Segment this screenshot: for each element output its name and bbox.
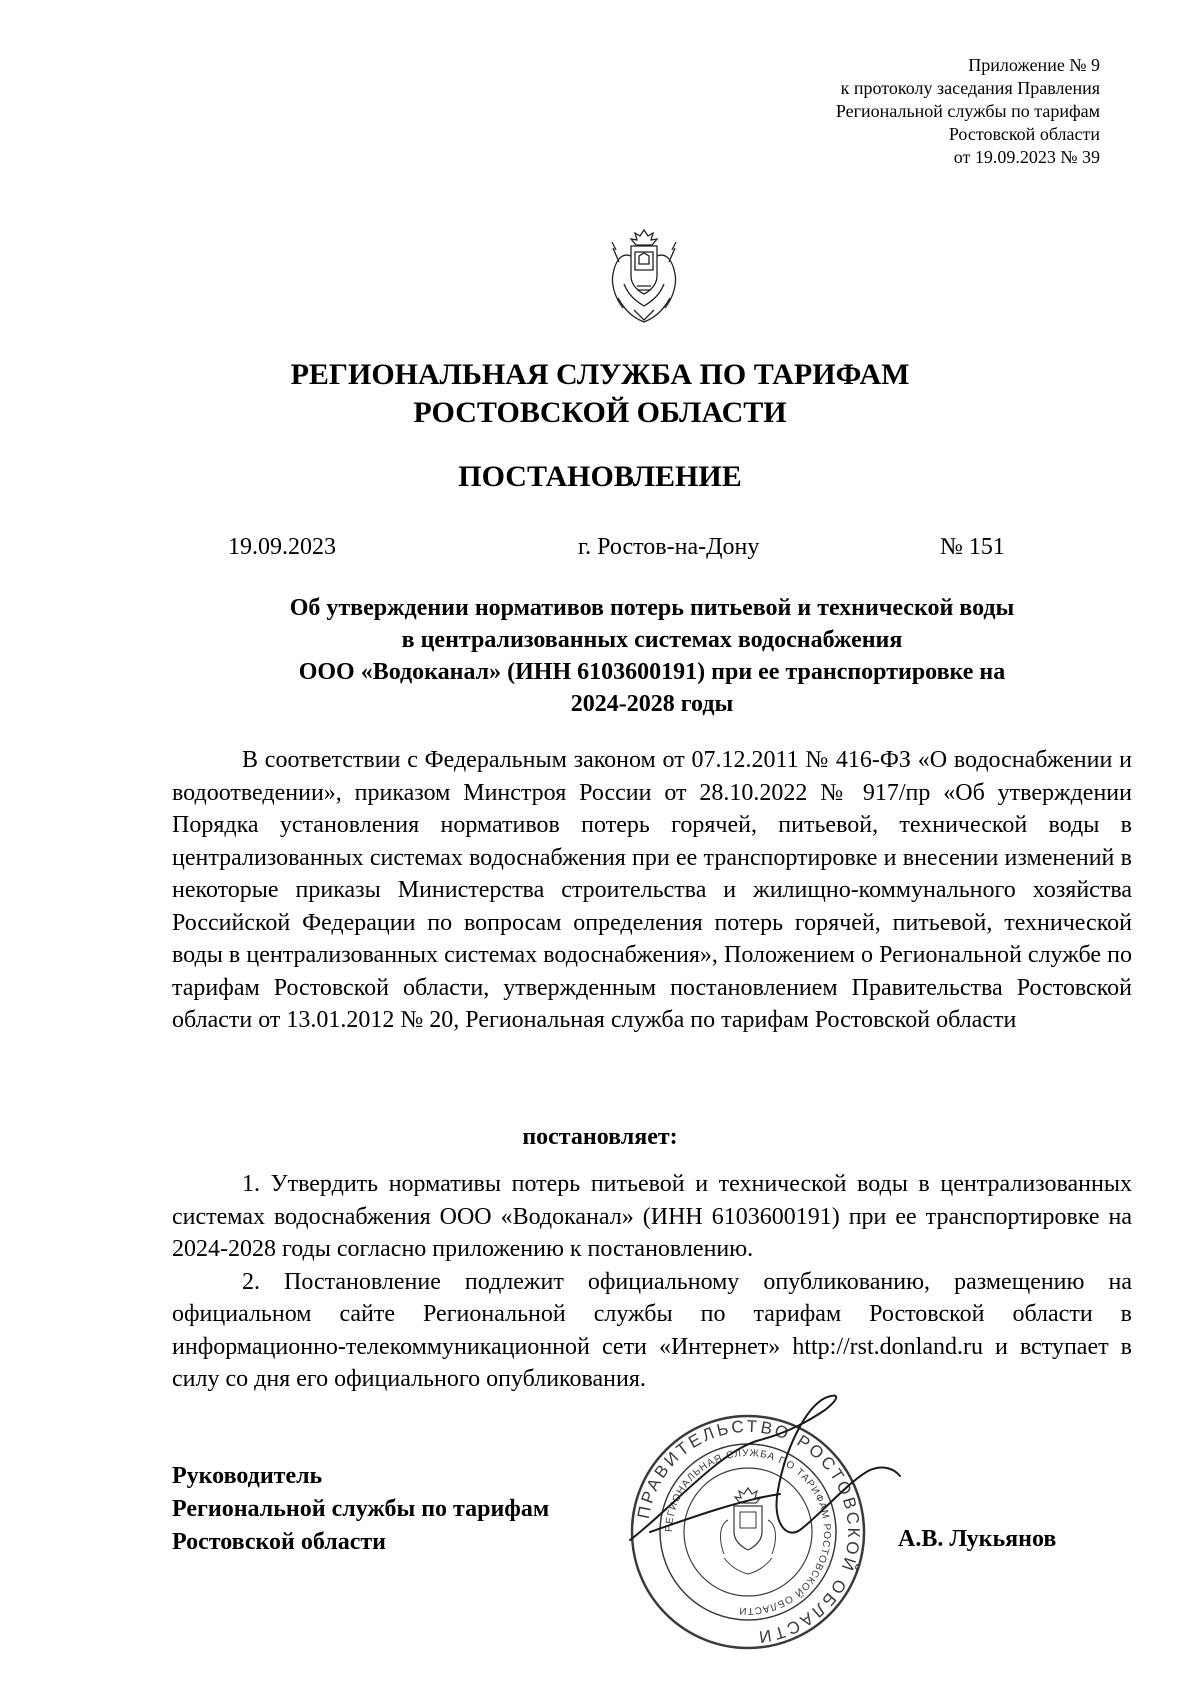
organization-title-line: РЕГИОНАЛЬНАЯ СЛУЖБА ПО ТАРИФАМ xyxy=(290,358,910,391)
resolution-items xyxy=(172,1168,1132,1396)
appendix-line: Приложение № 9 xyxy=(968,55,1100,75)
document-type: ПОСТАНОВЛЕНИЕ xyxy=(458,460,742,493)
signatory-title-line: Ростовской области xyxy=(172,1529,386,1555)
subject-line: в централизованных системах водоснабжения xyxy=(401,627,903,653)
appendix-line: Региональной службы по тарифам xyxy=(835,101,1100,121)
coat-of-arms-icon xyxy=(604,226,684,328)
signatory-title-line: Региональной службы по тарифам xyxy=(172,1496,550,1522)
appendix-note xyxy=(836,54,1100,169)
document-date: 19.09.2023 xyxy=(228,534,336,560)
appendix-line: к протоколу заседания Правления xyxy=(840,78,1100,98)
stamp-outer-ring-text: ПРАВИТЕЛЬСТВО РОСТОВСКОЙ ОБЛАСТИ xyxy=(633,1416,864,1647)
signatory-title xyxy=(172,1460,549,1559)
appendix-line: от 19.09.2023 № 39 xyxy=(953,147,1100,167)
document-subject xyxy=(172,592,1132,720)
document-number: № 151 xyxy=(940,534,1005,560)
appendix-line: Ростовской области xyxy=(948,124,1100,144)
organization-title xyxy=(0,356,1200,432)
subject-line: ООО «Водоканал» (ИНН 6103600191) при ее транспортировке на xyxy=(298,659,1006,685)
document-city: г. Ростов-на-Дону xyxy=(578,534,760,560)
organization-title-line: РОСТОВСКОЙ ОБЛАСТИ xyxy=(413,396,787,429)
resolution-item: 2. Постановление подлежит официальному опубликованию, размещению на официальном сайте Региональной службы по тарифам Ростовской области в информационно-телекоммуникационной сети «Интернет» http://rst.donland.ru и вступает в силу со дня его официального опубликования. xyxy=(172,1268,1132,1392)
preamble-paragraph: В соответствии с Федеральным законом от 07.12.2011 № 416-ФЗ «О водоснабжении и водоотведении», приказом Минстроя России от 28.10.2022 № 917/пр «Об утверждении Порядка установления нормативов потерь горячей, питьевой, технической воды в централизованных системах водоснабжения при ее транспортировке и внесении изменений в некоторые приказы Министерства строительства и жилищно-коммунального хозяйства Российской Федерации по вопросам определения потерь горячей, питьевой, технической воды в централизованных системах водоснабжения», Положением о Региональной службе по тарифам Ростовской области, утвержденным постановлением Правительства Ростовской области от 13.01.2012 № 20, Региональная служба по тарифам Ростовской области xyxy=(172,747,1132,1033)
stamp-inner-ring-text: РЕГИОНАЛЬНАЯ СЛУЖБА ПО ТАРИФАМ РОСТОВСКОЙ ОБЛАСТИ xyxy=(663,1447,833,1617)
subject-line: Об утверждении нормативов потерь питьевой и технической воды xyxy=(289,595,1015,621)
handwritten-signature-icon xyxy=(610,1390,910,1560)
signer-name: А.В. Лукьянов xyxy=(898,1526,1057,1552)
resolution-item: 1. Утвердить нормативы потерь питьевой и технической воды в централизованных системах водоснабжения ООО «Водоканал» (ИНН 6103600191) при ее транспортировке на 2024-2028 годы согласно приложению к постановлению. xyxy=(172,1171,1132,1262)
resolves-heading: постановляет: xyxy=(522,1124,678,1150)
signatory-title-line: Руководитель xyxy=(172,1463,323,1489)
subject-line: 2024-2028 годы xyxy=(570,691,734,717)
